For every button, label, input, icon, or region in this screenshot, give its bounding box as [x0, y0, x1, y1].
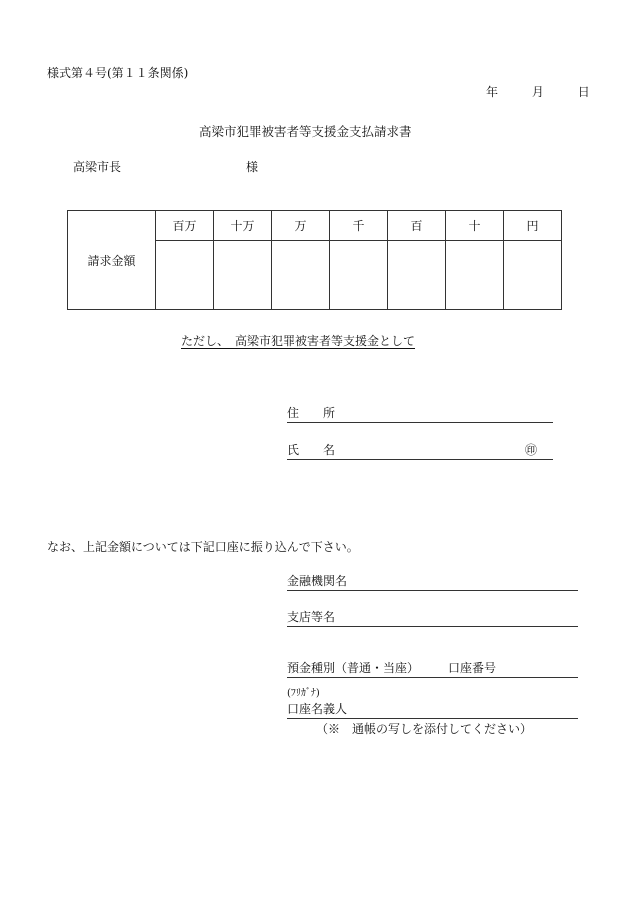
document-title: 高梁市犯罪被害者等支援金支払請求書: [199, 124, 412, 139]
form-number: 様式第４号(第１１条関係): [47, 66, 189, 80]
address-field[interactable]: [287, 404, 553, 423]
amount-table: [67, 210, 562, 310]
account-holder-label: 口座名義人: [287, 702, 348, 716]
amount-digit-cell[interactable]: [388, 241, 446, 310]
unit-yen: 円: [504, 211, 562, 241]
date-year: 年: [486, 85, 499, 99]
bank-transfer-note: なお、上記金額については下記口座に振り込んで下さい。: [47, 540, 359, 554]
unit-thousands: 千: [330, 211, 388, 241]
purpose-line: ただし、 高梁市犯罪被害者等支援金として: [181, 334, 416, 348]
deposit-type-label: 預金種別（普通・当座）: [287, 661, 420, 675]
honorific: 様: [246, 160, 259, 174]
branch-label: 支店等名: [287, 610, 336, 624]
amount-row-label: 請求金額: [68, 211, 156, 310]
name-label: 氏 名: [287, 443, 336, 457]
name-field[interactable]: [287, 441, 553, 460]
unit-tens: 十: [446, 211, 504, 241]
deposit-type-field[interactable]: [287, 659, 578, 678]
unit-hundreds: 百: [388, 211, 446, 241]
date-day: 日: [577, 85, 590, 99]
unit-ten-thousands: 万: [272, 211, 330, 241]
attach-passbook-note: （※ 通帳の写しを添付してください）: [316, 722, 533, 736]
amount-digit-cell[interactable]: [330, 241, 388, 310]
unit-millions: 百万: [156, 211, 214, 241]
date-month: 月: [531, 85, 544, 99]
amount-digit-cell[interactable]: [446, 241, 504, 310]
account-holder-field[interactable]: [287, 700, 578, 719]
amount-digit-cell[interactable]: [504, 241, 562, 310]
address-label: 住 所: [287, 406, 336, 420]
furigana-label: (ﾌﾘｶﾞﾅ): [287, 688, 320, 699]
seal-mark: ㊞: [525, 443, 538, 457]
amount-digit-cell[interactable]: [272, 241, 330, 310]
unit-hundred-thousands: 十万: [214, 211, 272, 241]
branch-field[interactable]: [287, 608, 578, 627]
bank-institution-field[interactable]: [287, 572, 578, 591]
amount-digit-cell[interactable]: [214, 241, 272, 310]
addressee: 高梁市長: [73, 160, 122, 174]
bank-institution-label: 金融機関名: [287, 574, 348, 588]
date-line: [486, 83, 590, 100]
account-number-label: 口座番号: [448, 661, 497, 675]
amount-digit-cell[interactable]: [156, 241, 214, 310]
